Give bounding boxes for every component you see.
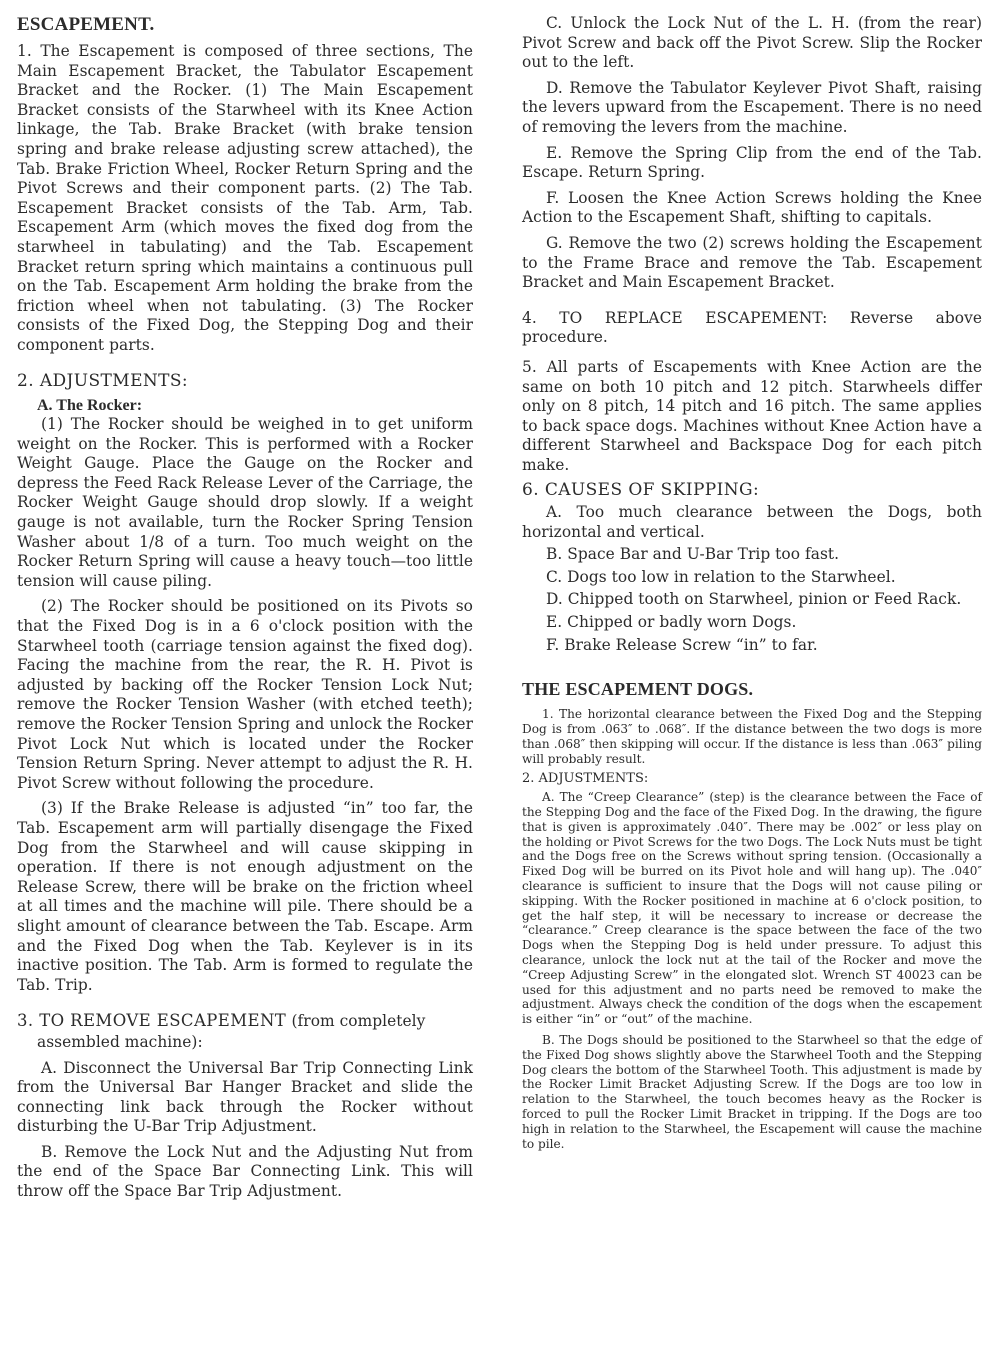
skipping-cause-item: B. Space Bar and U-Bar Trip too fast.: [546, 545, 840, 564]
paragraph-rocker-1: (1) The Rocker should be weighed in to get uniform weight on the Rocker. This is performed with a Rocker Weight Gauge. Place the Gauge on the Rocker and depress the Feed Rack Release Lever of the Carriage, the Rocker Weight Gauge should drop slowly. If a weight gauge is not available, turn the Rocker Spring Tension Washer about 1/8 of a turn. Too much weight on the Rocker Return Spring will cause a heavy touch—too little tension will cause piling.: [17, 415, 473, 590]
heading-causes-of-skipping: 6. CAUSES OF SKIPPING:: [522, 480, 760, 501]
paragraph-remove-f: F. Loosen the Knee Action Screws holding the Knee Action to the Escapement Shaft, shifting to capitals.: [522, 188, 982, 227]
paragraph-dogs-positioning: B. The Dogs should be positioned to the Starwheel so that the edge of the Fixed Dog shows slightly above the Starwheel Tooth and the Stepping Dog clears the bottom of the Starwheel Tooth. This adjustment is made by the Rocker Limit Bracket Adjusting Screw. If the Dogs are too low in relation to the Starwheel, the touch becomes heavy as the Rocker is forced to pull the Rocker Limit Bracket in tripping. If the Dogs are too high in relation to the Starwheel, the Escapement will cause the machine to pile.: [522, 1032, 982, 1151]
left-column: [17, 0, 473, 1202]
heading-replace-escapement: 4. TO REPLACE ESCAPEMENT: Reverse above procedure.: [522, 308, 982, 347]
paragraph-dogs-creep-clearance: A. The “Creep Clearance” (step) is the clearance between the Face of the Stepping Dog and the face of the Fixed Dog. In the drawing, the figure that is given is approximately .040″. There may be .002″ or less play on the holding or Pivot Screws for the two Dogs. The Lock Nuts must be tight and the Dogs free on the Screws without spring tension. (Occasionally a Fixed Dog will be burred on its Pivot hole and will hang up). The .040″ clearance is sufficient to insure that the Dogs will not cause piling or skipping. With the Rocker positioned in machine at 6 o'clock position, to get the half step, it will be necessary to increase or decrease the “clearance.” Creep clearance is the space between the face of the two Dogs when the Stepping Dog is held under pressure. To adjust this clearance, unlock the lock nut at the tail of the Rocker and move the “Creep Adjusting Screw” in the elongated slot. Wrench ST 40023 can be used for this adjustment and no parts need be removed to make the adjustment. Always check the condition of the dogs when the escapement is either “in” or “out” of the machine.: [522, 790, 982, 1027]
section-title-escapement: ESCAPEMENT.: [17, 14, 155, 35]
skipping-cause-item: F. Brake Release Screw “in” to far.: [546, 635, 818, 654]
heading-rocker: A. The Rocker:: [37, 397, 143, 415]
paragraph-composition: 1. The Escapement is composed of three sections, The Main Escapement Bracket, the Tabulator Escapement Bracket and the Rocker. (1) The Main Escapement Bracket consists of the Starwheel with its Knee Action linkage, the Tab. Brake Bracket (with brake tension spring and brake release adjusting screw attached), the Tab. Brake Friction Wheel, Rocker Return Spring and the Pivot Screws and their component parts. (2) The Tab. Escapement Bracket consists of the Tab. Arm, Tab. Escapement Arm (which moves the fixed dog from the starwheel in tabulating) and the Tab. Escapement Bracket return spring which maintains a continuous pull on the Tab. Escapement Arm holding the brake from the friction wheel when not tabulating. (3) The Rocker consists of the Fixed Dog, the Stepping Dog and their component parts.: [17, 42, 473, 354]
paragraph-dogs-clearance: 1. The horizontal clearance between the Fixed Dog and the Stepping Dog is from .063″ to .068″. If the distance between the two dogs is more than .068″ then skipping will occur. If the distance is less than .063″ piling will probably result.: [522, 707, 982, 766]
heading-remove-note: (from completely assembled machine):: [37, 1012, 426, 1051]
section-title-escapement-dogs: THE ESCAPEMENT DOGS.: [522, 679, 754, 700]
paragraph-rocker-3: (3) If the Brake Release is adjusted “in” too far, the Tab. Escapement arm will partially disengage the Fixed Dog from the Starwheel and will cause skipping in operation. If there is not enough adjustment on the Release Screw, there will be brake on the friction wheel at all times and the machine will pile. There should be a slight amount of clearance between the Tab. Escape. Arm and the Fixed Dog when the Tab. Keylever is in its inactive position. The Tab. Arm is formed to regulate the Tab. Trip.: [17, 799, 473, 994]
skipping-cause-item: A. Too much clearance between the Dogs, both horizontal and vertical.: [522, 503, 982, 541]
paragraph-rocker-2: (2) The Rocker should be positioned on its Pivots so that the Fixed Dog is in a 6 o'clock position with the Starwheel tooth (carriage tension against the fixed dog). Facing the machine from the rear, the R. H. Pivot is adjusted by backing off the Rocker Tension Lock Nut; remove the Rocker Tension Washer (with etched teeth); remove the Rocker Tension Spring and unlock the Rocker Pivot Lock Nut which is located under the Rocker Tension Return Spring. Never attempt to adjust the R. H. Pivot Screw without following the procedure.: [17, 597, 473, 792]
paragraph-remove-e: E. Remove the Spring Clip from the end of the Tab. Escape. Return Spring.: [522, 143, 982, 182]
paragraph-pitch-parts: 5. All parts of Escapements with Knee Action are the same on both 10 pitch and 12 pitch. Starwheels differ only on 8 pitch, 14 pitch and 16 pitch. The same applies to back space dogs. Machines without Knee Action have a different Starwheel and Backspace Dog for each pitch make.: [522, 357, 982, 474]
paragraph-remove-b: B. Remove the Lock Nut and the Adjusting Nut from the end of the Space Bar Connecting Link. This will throw off the Space Bar Trip Adjustment.: [17, 1142, 473, 1201]
heading-dogs-adjustments: 2. ADJUSTMENTS:: [522, 771, 649, 787]
heading-remove-escapement: [17, 1011, 473, 1052]
paragraph-remove-d: D. Remove the Tabulator Keylever Pivot Shaft, raising the levers upward from the Escapement. There is no need of removing the levers from the machine.: [522, 78, 982, 136]
paragraph-remove-a: A. Disconnect the Universal Bar Trip Connecting Link from the Universal Bar Hanger Bracket and slide the connecting link back through the Rocker without disturbing the U-Bar Trip Adjustment.: [17, 1058, 473, 1136]
skipping-causes-list: [522, 503, 982, 655]
heading-remove-label: 3. TO REMOVE ESCAPEMENT: [17, 1011, 287, 1031]
heading-adjustments: 2. ADJUSTMENTS:: [17, 370, 189, 391]
skipping-cause-item: C. Dogs too low in relation to the Starwheel.: [546, 567, 896, 586]
paragraph-remove-c: C. Unlock the Lock Nut of the L. H. (from the rear) Pivot Screw and back off the Pivot Screw. Slip the Rocker out to the left.: [522, 14, 982, 72]
skipping-cause-item: E. Chipped or badly worn Dogs.: [546, 613, 797, 632]
skipping-cause-item: D. Chipped tooth on Starwheel, pinion or Feed Rack.: [546, 590, 962, 609]
paragraph-remove-g: G. Remove the two (2) screws holding the Escapement to the Frame Brace and remove the Tab. Escapement Bracket and Main Escapement Bracket.: [522, 233, 982, 292]
right-column: [522, 14, 982, 1151]
